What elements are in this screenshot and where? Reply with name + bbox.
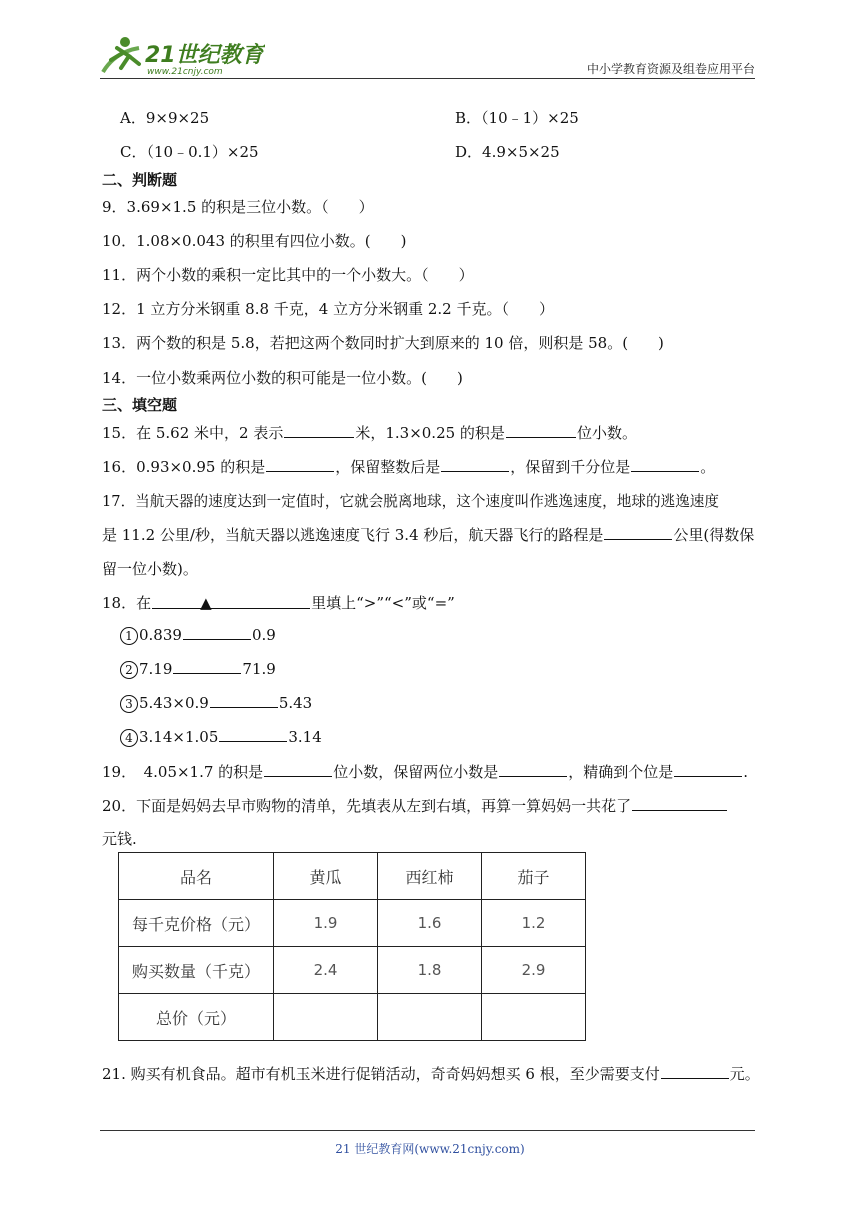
q18-right: 0.9: [251, 626, 276, 644]
table-row: [119, 900, 586, 947]
triangle-icon: ▲: [200, 594, 212, 612]
table-row: [119, 994, 586, 1041]
answer-blank[interactable]: [506, 423, 576, 438]
answer-blank[interactable]: [661, 1064, 729, 1079]
q15-text-2: 米，1.3×0.25 的积是: [355, 424, 505, 442]
q21-text-1: 21. 购买有机食品。超市有机玉米进行促销活动，奇奇妈妈想买 6 根，至少需要支付: [102, 1065, 660, 1083]
table-answer-cell[interactable]: [378, 994, 482, 1041]
table-header-cell: 品名: [119, 853, 274, 900]
answer-blank[interactable]: [441, 457, 509, 472]
answer-blank[interactable]: [183, 625, 251, 640]
answer-blank[interactable]: [284, 423, 354, 438]
footer-divider: [100, 1130, 755, 1131]
answer-blank[interactable]: [631, 457, 699, 472]
answer-blank[interactable]: [266, 457, 334, 472]
svg-text:www.21cnjy.com: www.21cnjy.com: [147, 67, 223, 77]
q16-text-3: ，保留到千分位是: [510, 458, 631, 476]
answer-blank[interactable]: [210, 693, 278, 708]
question-20-line-1: [102, 795, 728, 816]
table-answer-cell[interactable]: [482, 994, 586, 1041]
table-answer-cell[interactable]: [274, 994, 378, 1041]
q15-text-3: 位小数。: [576, 424, 637, 442]
option-c: C．（10﹣0.1）×25: [120, 143, 259, 161]
footer-text: 21 世纪教育网(www.21cnjy.com): [335, 1142, 525, 1156]
answer-blank[interactable]: [152, 594, 310, 612]
table-cell: 1.8: [378, 947, 482, 994]
q18-item-3: [120, 693, 312, 713]
answer-blank[interactable]: [632, 796, 727, 811]
table-cell: 1.6: [378, 900, 482, 947]
q16-text-4: 。: [700, 458, 716, 476]
table-header-cell: 茄子: [482, 853, 586, 900]
question-10: 10．1.08×0.043 的积里有四位小数。( ): [102, 232, 407, 250]
q18-item-2: [120, 659, 276, 679]
answer-blank[interactable]: [674, 762, 742, 777]
runner-logo-icon: [95, 34, 265, 78]
q15-text-1: 15．在 5.62 米中，2 表示: [102, 424, 284, 442]
table-row: [119, 947, 586, 994]
circled-number: 2: [120, 661, 138, 679]
table-cell: 每千克价格（元）: [119, 900, 274, 947]
answer-blank[interactable]: [604, 525, 672, 540]
q18-right: 71.9: [242, 660, 276, 678]
table-cell: 1.2: [482, 900, 586, 947]
shopping-table: [118, 852, 586, 1041]
option-a: A．9×9×25: [120, 109, 210, 127]
circled-number: 3: [120, 695, 138, 713]
table-cell: 购买数量（千克）: [119, 947, 274, 994]
table-cell: 总价（元）: [119, 994, 274, 1041]
table-cell: 2.4: [274, 947, 378, 994]
question-21: [102, 1063, 760, 1084]
answer-blank[interactable]: [499, 762, 567, 777]
question-13: 13．两个数的积是 5.8，若把这两个数同时扩大到原来的 10 倍，则积是 58。( ): [102, 334, 664, 352]
q18-item-4: [120, 727, 322, 747]
question-17-line-1: 17．当航天器的速度达到一定值时，它就会脱离地球，这个速度叫作逃逸速度，地球的逃逸速度: [102, 493, 719, 510]
q18-text-1: 18．在: [102, 594, 152, 612]
q16-text-1: 16．0.93×0.95 的积是: [102, 458, 266, 476]
answer-blank[interactable]: [264, 762, 332, 777]
option-d: D．4.9×5×25: [455, 143, 560, 161]
section-title-fill: 三、填空题: [102, 396, 178, 414]
q17-text-2: 公里(得数保: [673, 526, 755, 544]
question-14: 14．一位小数乘两位小数的积可能是一位小数。( ): [102, 369, 463, 387]
question-9: 9．3.69×1.5 的积是三位小数。（ ）: [102, 198, 374, 216]
q18-left: 7.19: [139, 660, 173, 678]
question-11: 11．两个小数的乘积一定比其中的一个小数大。（ ）: [102, 266, 474, 284]
question-20-line-2: 元钱.: [102, 830, 137, 848]
q19-text-2: 位小数，保留两位小数是: [333, 763, 499, 781]
question-17-line-2: [102, 524, 754, 545]
q18-left: 3.14×1.05: [139, 728, 219, 746]
option-b: B．（10﹣1）×25: [455, 109, 579, 127]
q18-item-1: [120, 625, 276, 645]
question-15: [102, 422, 637, 443]
q18-text-2: 里填上“>”“<”或“=”: [311, 594, 455, 612]
q19-text-3: ，精确到个位是: [568, 763, 674, 781]
table-header-cell: 黄瓜: [274, 853, 378, 900]
answer-blank[interactable]: [173, 659, 241, 674]
section-title-judgement: 二、判断题: [102, 171, 178, 189]
q16-text-2: ，保留整数后是: [335, 458, 441, 476]
table-header-cell: 西红柿: [378, 853, 482, 900]
q19-text-4: .: [743, 763, 748, 781]
q17-text-1: 是 11.2 公里/秒，当航天器以逃逸速度飞行 3.4 秒后，航天器飞行的路程是: [102, 526, 604, 544]
question-17-line-3: 留一位小数)。: [102, 560, 198, 578]
q18-left: 0.839: [139, 626, 182, 644]
svg-text:21世纪教育: 21世纪教育: [145, 43, 264, 68]
answer-blank[interactable]: [219, 727, 287, 742]
circled-number: 4: [120, 729, 138, 747]
question-19: [102, 761, 748, 782]
q18-right: 5.43: [278, 694, 313, 712]
table-cell: 1.9: [274, 900, 378, 947]
q20-text-1: 20．下面是妈妈去早市购物的清单，先填表从左到右填，再算一算妈妈一共花了: [102, 797, 632, 815]
table-header-row: [119, 853, 586, 900]
table-cell: 2.9: [482, 947, 586, 994]
q18-left: 5.43×0.9: [139, 694, 209, 712]
q19-text-1: 19． 4.05×1.7 的积是: [102, 763, 264, 781]
header-divider: [100, 78, 755, 79]
circled-number: 1: [120, 627, 138, 645]
site-logo: [95, 34, 265, 78]
q21-text-2: 元。: [729, 1065, 760, 1083]
question-18: [102, 592, 455, 613]
platform-title: 中小学教育资源及组卷应用平台: [586, 62, 755, 76]
question-12: 12．1 立方分米钢重 8.8 千克，4 立方分米钢重 2.2 千克。（ ）: [102, 300, 554, 318]
question-16: [102, 456, 715, 477]
q18-right: 3.14: [288, 728, 322, 746]
